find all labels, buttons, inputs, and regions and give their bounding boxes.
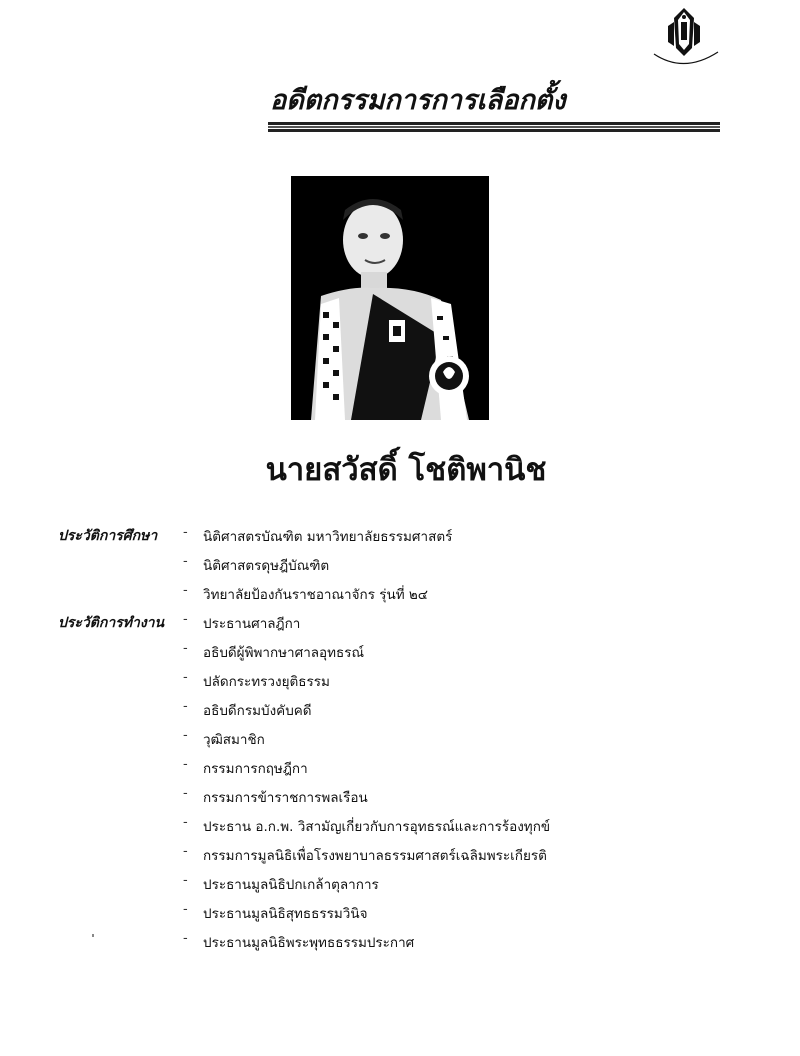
career-item xyxy=(0,786,800,808)
career-item-text: ประธานมูลนิธิพระพุทธธรรมประกาศ xyxy=(203,935,415,951)
bullet-dash: - xyxy=(183,699,188,714)
bullet-dash: - xyxy=(183,873,188,888)
bullet-dash: - xyxy=(183,786,188,801)
career-item-text: กรรมการมูลนิธิเพื่อโรงพยาบาลธรรมศาสตร์เฉลิมพระเกียรติ xyxy=(203,848,547,864)
bullet-dash: - xyxy=(183,612,188,627)
career-item xyxy=(0,641,800,663)
career-item xyxy=(0,757,800,779)
education-item-text: นิติศาสตรดุษฎีบัณฑิต xyxy=(203,558,330,574)
bullet-dash: - xyxy=(183,931,188,946)
education-item-text: นิติศาสตรบัณฑิต มหาวิทยาลัยธรรมศาสตร์ xyxy=(203,529,453,545)
career-item-text: กรรมการข้าราชการพลเรือน xyxy=(203,790,368,806)
education-item xyxy=(0,525,800,547)
bullet-dash: - xyxy=(183,554,188,569)
career-item-text: ประธานศาลฎีกา xyxy=(203,616,301,632)
career-item-text: ปลัดกระทรวงยุติธรรม xyxy=(203,674,330,690)
bullet-dash: - xyxy=(183,641,188,656)
bullet-dash: - xyxy=(183,728,188,743)
education-item xyxy=(0,554,800,576)
title-underline-divider xyxy=(268,122,720,132)
career-item-text: วุฒิสมาชิก xyxy=(203,732,265,748)
career-item-text: อธิบดีผู้พิพากษาศาลอุทธรณ์ xyxy=(203,645,365,661)
page-title: อดีตกรรมการการเลือกตั้ง xyxy=(270,85,566,116)
career-item-text: กรรมการกฤษฎีกา xyxy=(203,761,308,777)
bullet-dash: - xyxy=(183,844,188,859)
career-section-label: ประวัติการทำงาน xyxy=(58,615,165,631)
career-item xyxy=(0,612,800,634)
ect-logo-icon xyxy=(644,4,724,70)
career-item xyxy=(0,844,800,866)
bullet-dash: - xyxy=(183,525,188,540)
career-item xyxy=(0,728,800,750)
scan-speck xyxy=(92,934,94,937)
career-item xyxy=(0,815,800,837)
career-item-text: ประธาน อ.ก.พ. วิสามัญเกี่ยวกับการอุทธรณ์และการร้องทุกข์ xyxy=(203,819,551,835)
career-item xyxy=(0,902,800,924)
person-name: นายสวัสดิ์ โชติพานิช xyxy=(265,452,547,488)
bullet-dash: - xyxy=(183,757,188,772)
education-item-text: วิทยาลัยป้องกันราชอาณาจักร รุ่นที่ ๒๔ xyxy=(203,587,429,603)
bullet-dash: - xyxy=(183,902,188,917)
career-item xyxy=(0,699,800,721)
career-item-text: ประธานมูลนิธิสุทธธรรมวินิจ xyxy=(203,906,368,922)
career-item-text: อธิบดีกรมบังคับคดี xyxy=(203,703,312,719)
bullet-dash: - xyxy=(183,583,188,598)
career-item xyxy=(0,873,800,895)
career-item xyxy=(0,931,800,953)
career-item xyxy=(0,670,800,692)
education-item xyxy=(0,583,800,605)
bullet-dash: - xyxy=(183,815,188,830)
career-item-text: ประธานมูลนิธิปกเกล้าตุลาการ xyxy=(203,877,379,893)
portrait-photo xyxy=(291,176,489,420)
education-section-label: ประวัติการศึกษา xyxy=(58,528,158,544)
bullet-dash: - xyxy=(183,670,188,685)
